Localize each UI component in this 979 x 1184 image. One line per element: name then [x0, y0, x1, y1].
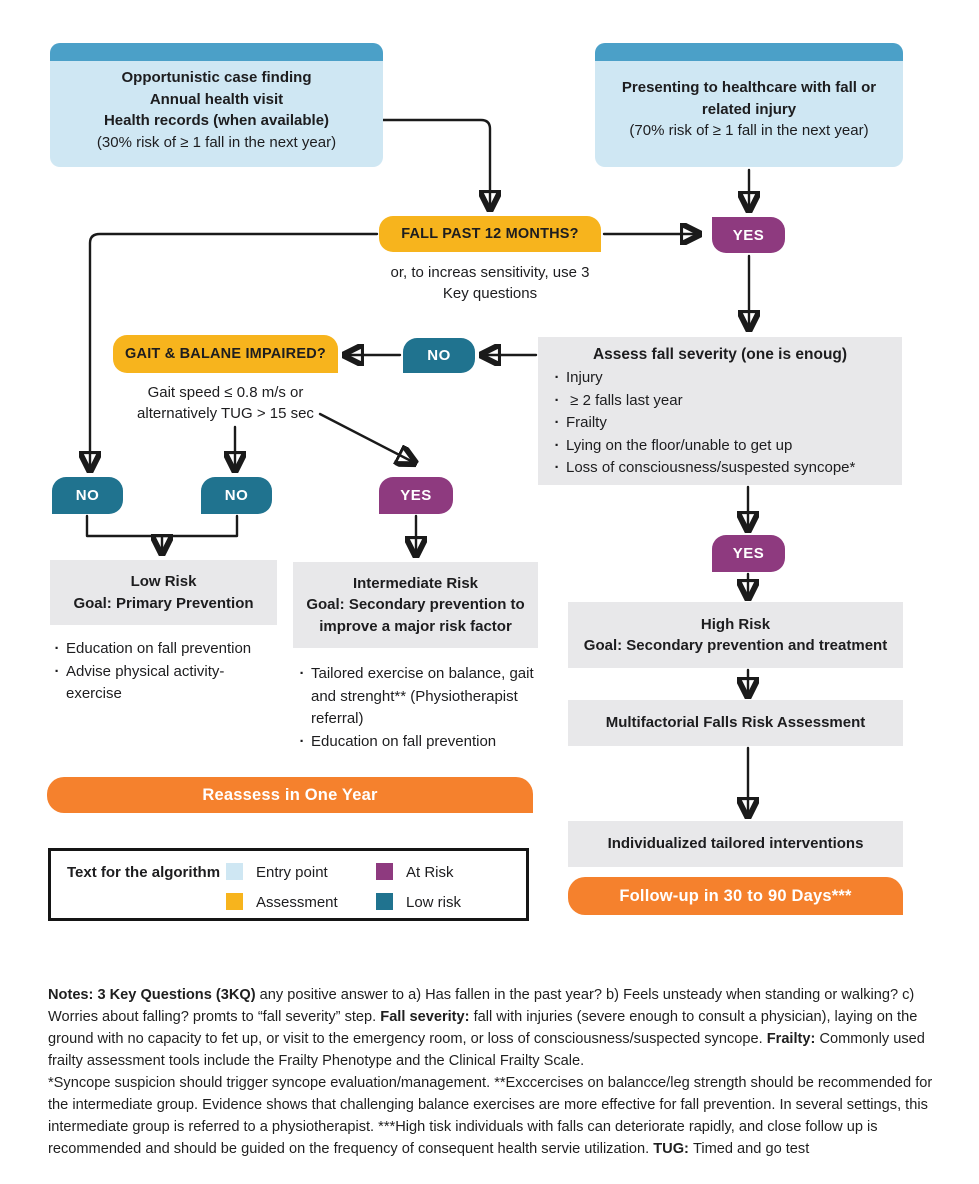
assess-fall-severity-box	[538, 337, 902, 485]
gait-subtext	[98, 382, 353, 424]
individualized-label: Individualized tailored interventions	[607, 835, 864, 853]
low-risk-title: Low Risk	[130, 573, 197, 590]
intermediate-risk-box	[293, 562, 538, 648]
high-risk-title: High Risk	[700, 615, 771, 633]
tab-no-severity: NO	[403, 338, 475, 373]
question-label: FALL PAST 12 MONTHS?	[401, 226, 579, 242]
entry-box-strip	[595, 43, 903, 61]
entry-box-opportunistic	[50, 43, 383, 167]
list-item: · Frailty	[548, 412, 892, 435]
entry-box-presenting	[595, 43, 903, 167]
reassess-label: Reassess in One Year	[202, 785, 378, 804]
notes-paragraph-1: Notes: 3 Key Questions (3KQ) any positive answer to a) Has fallen in the past year? b) Feels unsteady when standing or walking? c) Worries about falling? promts to “fall severity” step. Fall severity: fall with injuries (severe enough to consult a physician), laying on the ground with no capacity to fet up, or visit to the emergency room, or loss of consciousness/suspected syncope. Frailty: Commonly used frailty assessment tools include the Frailty Phenotype and the Clinical Frailty Scale.	[48, 987, 925, 1069]
multifactorial-label: Multifactorial Falls Risk Assessment	[605, 714, 866, 732]
question-label: GAIT & BALANE IMPAIRED?	[125, 346, 326, 362]
legend	[48, 848, 529, 921]
multifactorial-box	[568, 700, 903, 746]
entry1-line1: Opportunistic case finding	[121, 69, 312, 86]
follow-up-bar	[568, 877, 903, 915]
reassess-bar	[47, 777, 533, 813]
connector-no-merge	[87, 516, 237, 536]
legend-label-low-risk: Low risk	[406, 894, 462, 911]
legend-label-assessment: Assessment	[256, 894, 338, 911]
entry2-note: (70% risk of ≥ 1 fall in the next year)	[629, 122, 869, 139]
list-item: · Education on fall prevention	[48, 638, 273, 661]
tab-no-left: NO	[52, 477, 123, 514]
entry1-line3: Health records (when available)	[103, 112, 330, 129]
notes	[48, 984, 934, 1160]
subtext-line: Gait speed ≤ 0.8 m/s or	[147, 384, 304, 401]
fall-past-subtext	[367, 262, 613, 304]
low-risk-bullets	[48, 638, 273, 706]
entry1-line2: Annual health visit	[149, 90, 284, 108]
question-gait-balance-impaired	[113, 335, 338, 373]
tab-yes-severity: YES	[712, 535, 785, 572]
notes-paragraph-2: *Syncope suspicion should trigger syncope evaluation/management. **Exccercises on balancce/leg strength should be recommended for the intermediate group. Evidence shows that challenging balance exercises are more effective for fall prevention. In several settings, this intermediate group is referred to a physiotherapist. ***High tisk individuals with falls can deteriorate rapidly, and close follow up is recommended and should be guided on the frequency of consequent health servie utilization. TUG: Timed and go test	[48, 1075, 933, 1157]
intermediate-title: Intermediate Risk	[352, 574, 479, 592]
individualized-box	[568, 821, 903, 867]
entry2-line1: Presenting to healthcare with fall or	[621, 79, 877, 96]
question-fall-past-12-months	[379, 216, 601, 252]
entry-box-strip	[50, 43, 383, 61]
list-item: · Loss of consciousness/suspested syncope*	[548, 457, 892, 480]
list-item: · Lying on the floor/unable to get up	[548, 435, 892, 458]
list-item: · Advise physical activity-exercise	[48, 661, 273, 706]
follow-up-label: Follow-up in 30 to 90 Days***	[619, 886, 852, 905]
subtext-line: or, to increas sensitivity, use 3	[390, 264, 590, 281]
assess-bullets	[548, 367, 892, 480]
assess-title: Assess fall severity (one is enoug)	[592, 346, 848, 363]
list-item: · Tailored exercise on balance, gait and strenght** (Physiotherapist referral)	[293, 663, 543, 731]
legend-swatch-entry-point	[226, 863, 243, 880]
subtext-line: Key questions	[442, 285, 538, 302]
intermediate-goal-line1: Goal: Secondary prevention to	[306, 596, 525, 614]
intermediate-goal-line2: improve a major risk factor	[319, 617, 512, 635]
legend-swatch-at-risk	[376, 863, 393, 880]
tab-no-mid: NO	[201, 477, 272, 514]
legend-swatch-low-risk	[376, 893, 393, 910]
intermediate-bullets	[293, 663, 543, 753]
entry2-line2: related injury	[701, 100, 797, 118]
tab-yes-gait: YES	[379, 477, 453, 514]
arrow-entry1-to-fallpast	[383, 120, 490, 207]
tab-yes-fall: YES	[712, 217, 785, 253]
high-risk-box	[568, 602, 903, 668]
low-risk-goal: Goal: Primary Prevention	[73, 594, 254, 612]
list-item: · Education on fall prevention	[293, 731, 543, 754]
legend-label-entry-point: Entry point	[256, 864, 328, 881]
low-risk-box	[50, 560, 277, 625]
subtext-line: alternatively TUG > 15 sec	[137, 405, 314, 422]
legend-swatch-assessment	[226, 893, 243, 910]
list-item: · Injury	[548, 367, 892, 390]
entry1-note: (30% risk of ≥ 1 fall in the next year)	[96, 133, 337, 151]
high-risk-goal: Goal: Secondary prevention and treatment	[583, 637, 888, 654]
list-item: · ≥ 2 falls last year	[548, 390, 892, 413]
legend-title: Text for the algorithm	[67, 864, 221, 881]
legend-label-at-risk: At Risk	[406, 864, 454, 881]
